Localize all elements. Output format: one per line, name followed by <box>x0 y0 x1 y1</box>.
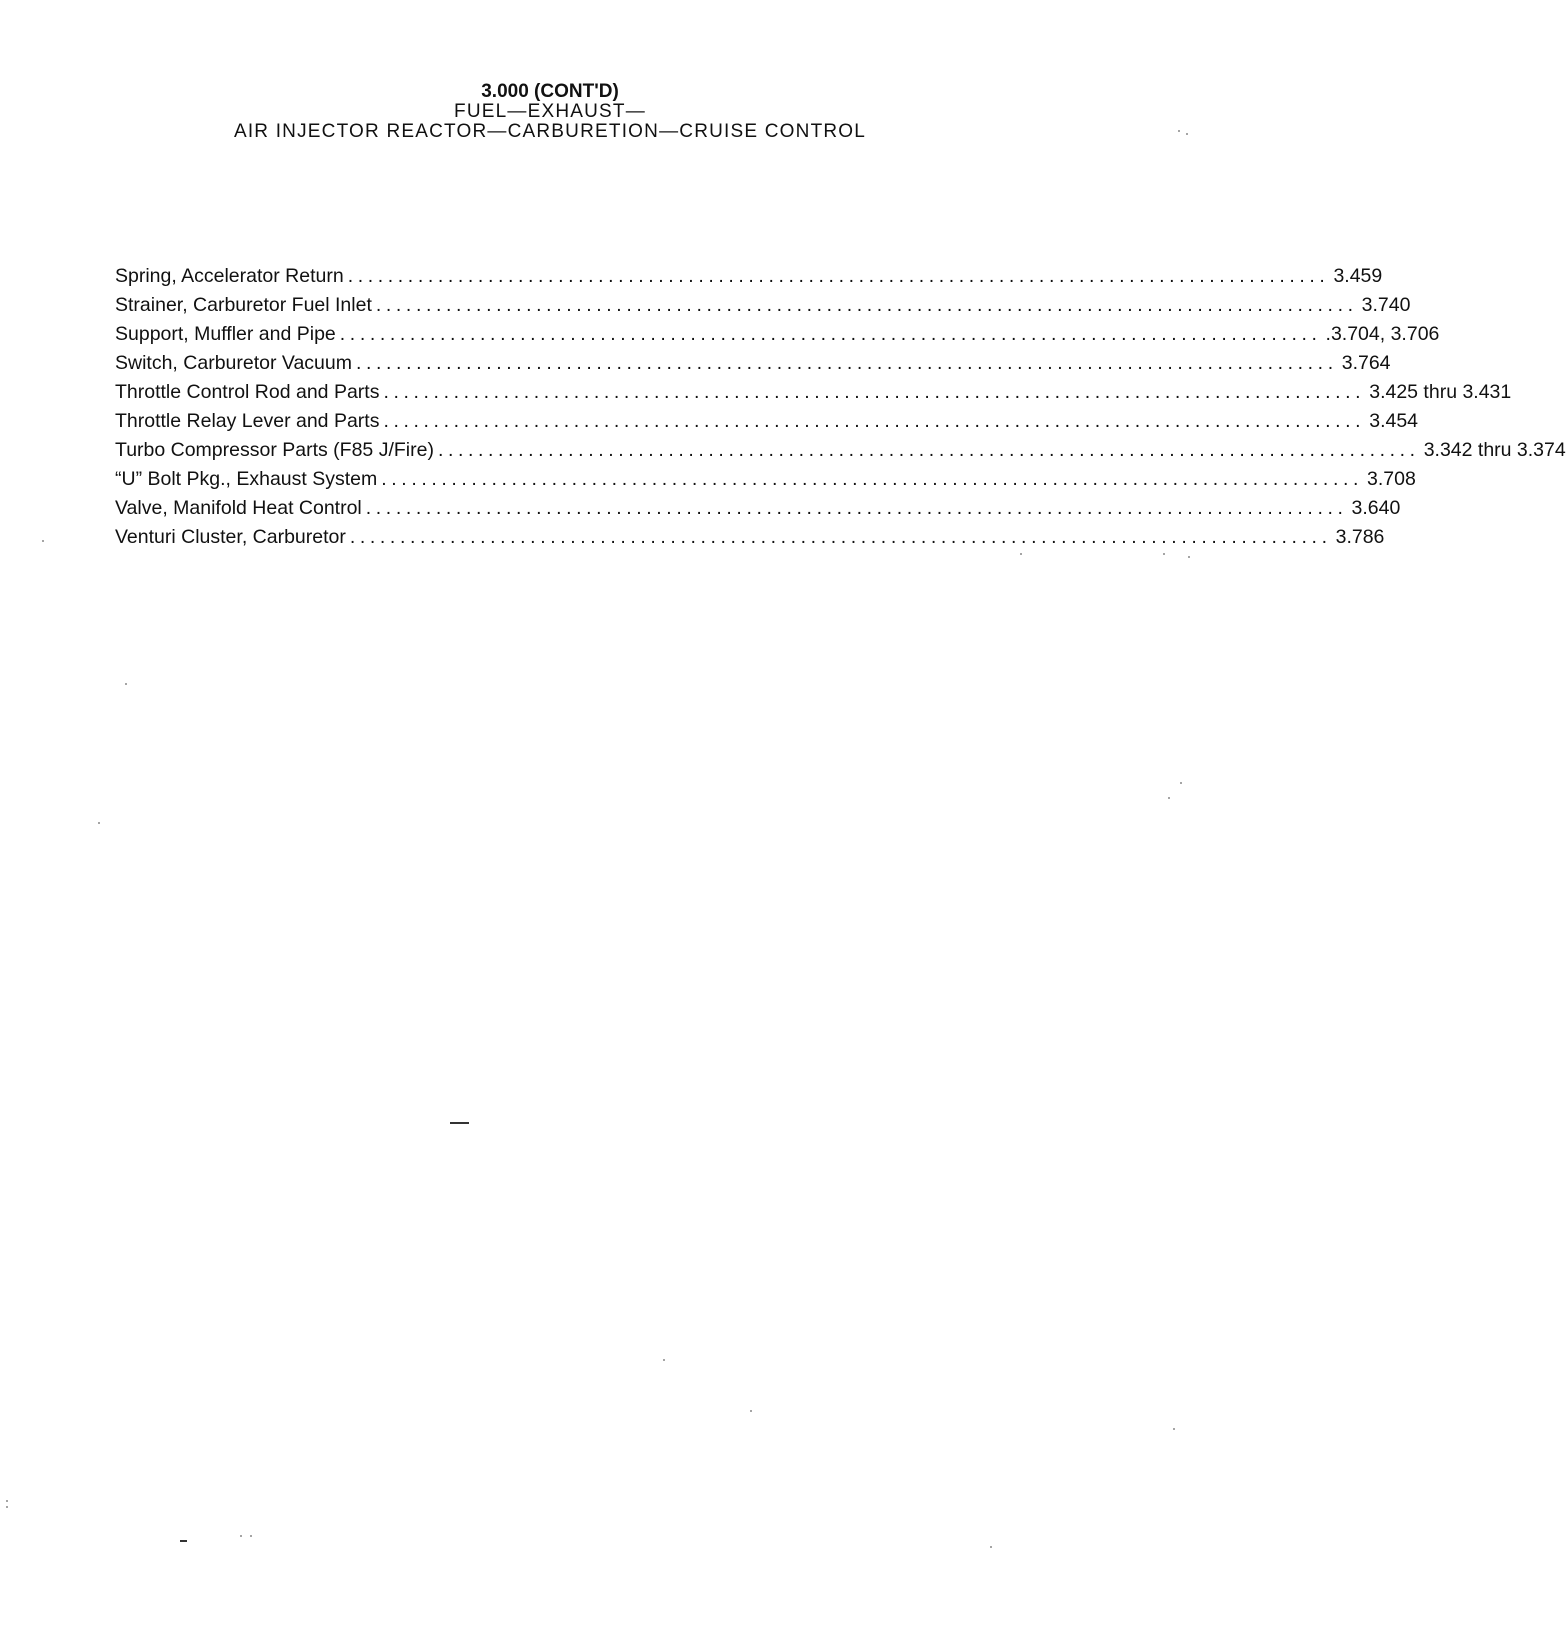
scan-speck <box>42 540 44 542</box>
scan-speck <box>250 1535 252 1537</box>
entry-reference: 3.425 thru 3.431 <box>1369 381 1512 403</box>
entry-label: “U” Bolt Pkg., Exhaust System <box>115 468 378 490</box>
scan-speck <box>1163 553 1165 555</box>
dot-leader: .................................................................................................. <box>383 410 1366 432</box>
dot-leader: .................................................................................................. <box>437 439 1420 461</box>
scan-speck <box>6 1506 8 1508</box>
index-entry <box>115 291 1411 320</box>
section-title-line-1: FUEL—EXHAUST— <box>454 101 646 122</box>
entry-reference: 3.454 <box>1369 410 1419 432</box>
scan-speck <box>1173 1428 1175 1430</box>
index-entry <box>115 436 1566 465</box>
index-entry <box>115 320 1440 349</box>
scan-speck <box>6 1500 8 1502</box>
index-entry <box>115 349 1391 378</box>
scan-speck <box>663 1359 665 1361</box>
entry-reference: 3.786 <box>1335 526 1385 548</box>
entry-reference: 3.708 <box>1367 468 1416 490</box>
dot-leader: .................................................................................................. <box>381 468 1364 490</box>
entry-label: Valve, Manifold Heat Control <box>115 497 362 519</box>
index-entry <box>115 523 1385 552</box>
entry-reference: 3.459 <box>1333 265 1383 287</box>
entry-reference: 3.342 thru 3.374 <box>1423 439 1566 461</box>
scan-speck <box>98 822 100 824</box>
scan-speck <box>240 1535 242 1537</box>
scan-speck <box>1188 556 1190 558</box>
parts-index-list <box>115 262 1566 552</box>
page-header <box>150 82 950 142</box>
entry-label: Venturi Cluster, Carburetor <box>115 526 346 548</box>
scan-speck <box>125 683 127 685</box>
dot-leader: .................................................................................................. <box>365 497 1348 519</box>
entry-reference: 3.740 <box>1361 294 1411 316</box>
index-entry <box>115 494 1401 523</box>
scan-speck <box>1178 130 1180 132</box>
scan-speck <box>990 1546 992 1548</box>
scan-dash-mark <box>180 1540 187 1542</box>
scan-speck <box>1180 782 1182 784</box>
dot-leader: .................................................................................................. <box>375 294 1358 316</box>
entry-reference: 3.764 <box>1341 352 1391 374</box>
index-entry <box>115 407 1419 436</box>
dot-leader: .................................................................................................. <box>355 352 1338 374</box>
index-entry <box>115 378 1512 407</box>
section-title-line-2: AIR INJECTOR REACTOR—CARBURETION—CRUISE CONTROL <box>233 121 867 142</box>
scan-speck <box>1168 797 1170 799</box>
scan-speck <box>1020 553 1022 555</box>
entry-label: Strainer, Carburetor Fuel Inlet <box>115 294 372 316</box>
entry-reference: 3.640 <box>1351 497 1401 519</box>
index-entry <box>115 465 1416 494</box>
entry-label: Throttle Relay Lever and Parts <box>115 410 380 432</box>
dot-leader: .................................................................................................. <box>349 526 1332 548</box>
entry-label: Throttle Control Rod and Parts <box>115 381 380 403</box>
entry-label: Spring, Accelerator Return <box>115 265 344 287</box>
dot-leader: .................................................................................................. <box>339 323 1322 345</box>
dot-leader: .................................................................................................. <box>383 381 1366 403</box>
scan-speck <box>1186 133 1188 135</box>
section-number: 3.000 (CONT'D) <box>481 81 619 102</box>
scan-dash-mark <box>450 1122 469 1124</box>
index-entry <box>115 262 1383 291</box>
scan-speck <box>750 1410 752 1412</box>
dot-leader: .................................................................................................. <box>347 265 1330 287</box>
entry-label: Support, Muffler and Pipe <box>115 323 336 345</box>
entry-reference: .3.704, 3.706 <box>1325 323 1440 345</box>
entry-label: Switch, Carburetor Vacuum <box>115 352 352 374</box>
entry-label: Turbo Compressor Parts (F85 J/Fire) <box>115 439 434 461</box>
